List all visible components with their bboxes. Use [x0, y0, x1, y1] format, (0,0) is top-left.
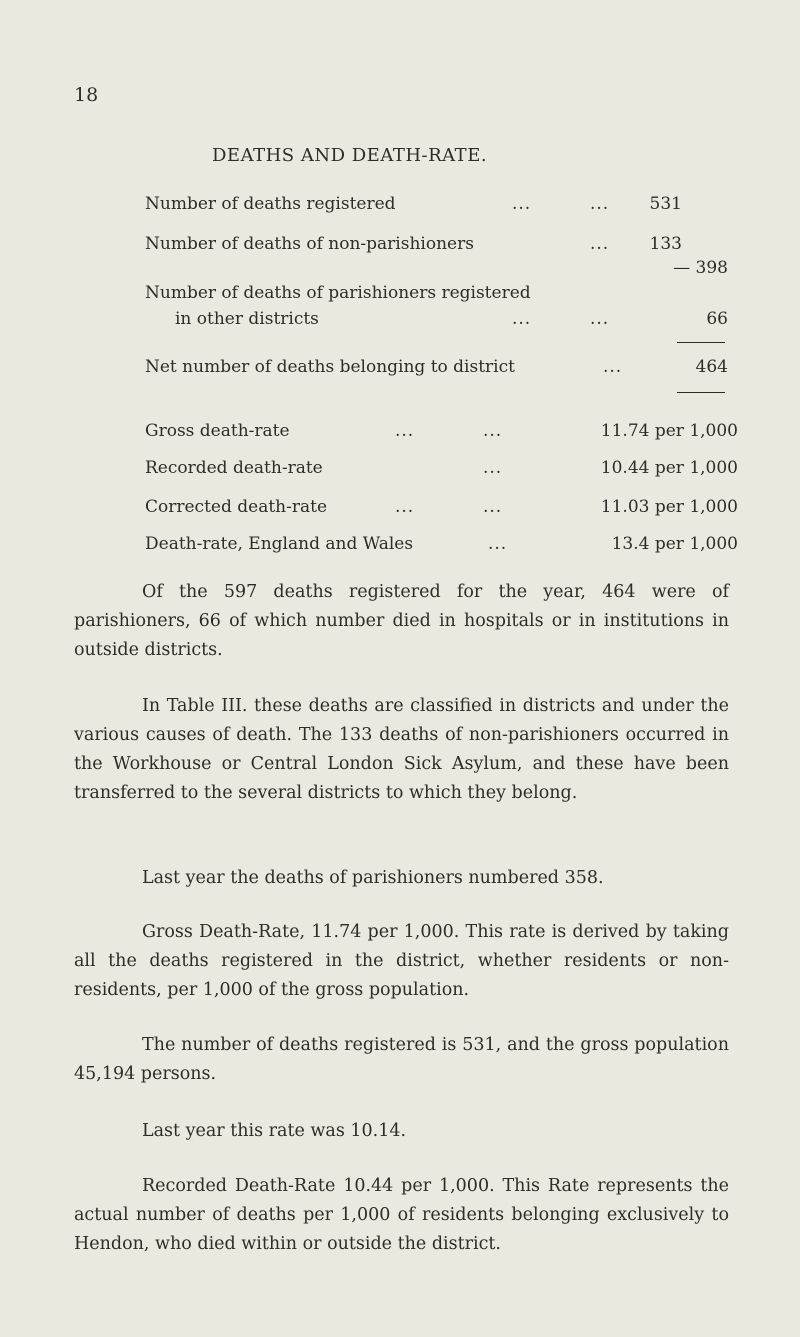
rate-label: Death-rate, England and Wales: [145, 534, 414, 554]
page-title: DEATHS AND DEATH-RATE.: [212, 145, 488, 166]
leader-dots: ...: [483, 458, 503, 478]
rate-label: Recorded death-rate: [145, 458, 323, 478]
body-paragraph: Last year the deaths of parishioners numbered 358.: [142, 868, 604, 888]
leader-dots: ...: [512, 309, 532, 329]
rate-label: Gross death-rate: [145, 421, 290, 441]
other-districts-value: 66: [706, 309, 728, 329]
body-paragraph: The number of deaths registered is 531, and the gross population 45,194 persons.: [74, 1035, 729, 1084]
body-paragraph: Of the 597 deaths registered for the year, 464 were of parishioners, 66 of which number died in hospitals or in institutions in outside districts.: [74, 582, 729, 660]
rate-value: 11.74 per 1,000: [600, 421, 738, 441]
net-label: Net number of deaths belonging to district: [145, 357, 515, 377]
difference-value: — 398: [673, 258, 728, 278]
page-number: 18: [74, 84, 99, 106]
leader-dots: ...: [590, 234, 610, 254]
sum-rule: [677, 342, 725, 343]
nonparish-label: Number of deaths of non-parishioners: [145, 234, 474, 254]
rate-value: 11.03 per 1,000: [600, 497, 738, 517]
leader-dots: ...: [395, 421, 415, 441]
leader-dots: ...: [603, 357, 623, 377]
total-rule: [677, 392, 725, 393]
rate-value: 13.4 per 1,000: [611, 534, 738, 554]
other-districts-label: Number of deaths of parishioners registered: [145, 283, 531, 303]
body-paragraph: Recorded Death-Rate 10.44 per 1,000. This Rate represents the actual number of deaths per 1,000 of residents belonging exclusively to Hendon, who died within or outside the district.: [74, 1176, 729, 1254]
other-districts-label: in other districts: [175, 309, 319, 329]
rate-value: 10.44 per 1,000: [600, 458, 738, 478]
body-paragraph: Gross Death-Rate, 11.74 per 1,000. This rate is derived by taking all the deaths registered in the district, whether residents or non-residents, per 1,000 of the gross population.: [74, 922, 729, 1000]
leader-dots: ...: [395, 497, 415, 517]
leader-dots: ...: [483, 421, 503, 441]
body-paragraph: In Table III. these deaths are classified in districts and under the various causes of death. The 133 deaths of non-parishioners occurred in the Workhouse or Central London Sick Asylum, and these have been transferred to the several districts to which they belong.: [74, 696, 729, 803]
registered-label: Number of deaths registered: [145, 194, 396, 214]
leader-dots: ...: [590, 309, 610, 329]
registered-value: 531: [649, 194, 682, 214]
nonparish-value: 133: [649, 234, 682, 254]
leader-dots: ...: [483, 497, 503, 517]
net-value: 464: [695, 357, 728, 377]
body-paragraph: Last year this rate was 10.14.: [142, 1121, 407, 1141]
leader-dots: ...: [488, 534, 508, 554]
leader-dots: ...: [590, 194, 610, 214]
leader-dots: ...: [512, 194, 532, 214]
rate-label: Corrected death-rate: [145, 497, 328, 517]
